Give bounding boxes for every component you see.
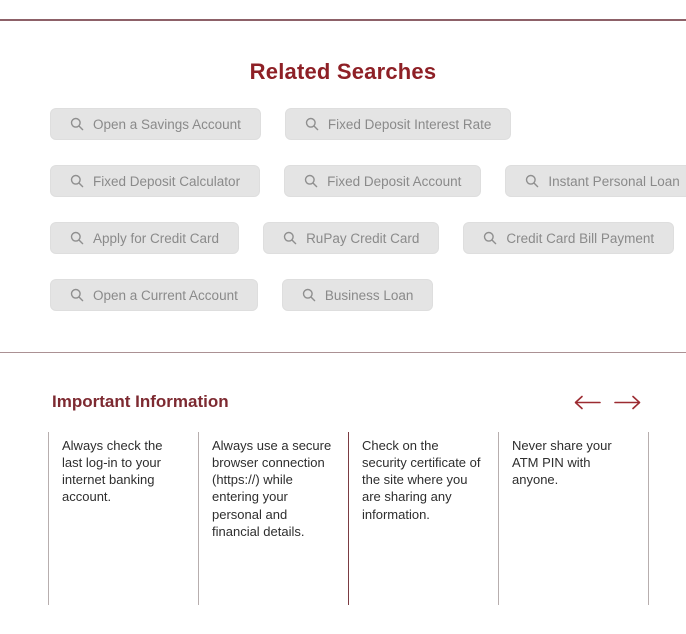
related-searches-chip-group: [50, 108, 680, 311]
chip-row: [50, 165, 680, 197]
chip-row: [50, 222, 656, 254]
chip-label: Fixed Deposit Account: [327, 173, 462, 189]
search-icon: [483, 231, 497, 245]
search-icon: [305, 117, 319, 131]
search-icon: [70, 174, 84, 188]
info-card: [198, 432, 348, 605]
search-icon: [70, 117, 84, 131]
chip-business-loan[interactable]: [282, 279, 434, 311]
search-icon: [70, 231, 84, 245]
info-card-text: Check on the security certificate of the site where you are sharing any information.: [362, 438, 481, 522]
carousel-nav: [573, 395, 642, 410]
info-card: [48, 432, 198, 605]
info-card-text: Always check the last log-in to your internet banking account.: [62, 438, 163, 505]
chip-label: Fixed Deposit Calculator: [93, 173, 241, 189]
chip-label: Credit Card Bill Payment: [506, 230, 655, 246]
chip-label: Apply for Credit Card: [93, 230, 220, 246]
info-card: [498, 432, 648, 605]
search-icon: [70, 288, 84, 302]
chip-label: Fixed Deposit Interest Rate: [327, 116, 492, 132]
important-information-header: [0, 392, 686, 412]
info-card: [348, 432, 498, 605]
chip-fixed-deposit-account[interactable]: [284, 165, 481, 197]
chip-open-savings-account[interactable]: [50, 108, 261, 140]
chip-label: Open a Current Account: [93, 287, 238, 303]
search-icon: [304, 174, 318, 188]
chip-open-current-account[interactable]: [50, 279, 258, 311]
chip-row: [50, 108, 656, 140]
chip-fixed-deposit-calculator[interactable]: [50, 165, 260, 197]
search-icon: [302, 288, 316, 302]
chip-fixed-deposit-interest-rate[interactable]: [285, 108, 512, 140]
chip-apply-for-credit-card[interactable]: [50, 222, 239, 254]
important-information-cards: [48, 432, 649, 605]
related-searches-title: Related Searches: [249, 59, 437, 84]
chip-instant-personal-loan[interactable]: [505, 165, 686, 197]
chip-label: Instant Personal Loan: [548, 173, 680, 189]
search-icon: [283, 231, 297, 245]
right-arrow-icon[interactable]: [613, 395, 642, 410]
info-card-text: Never share your ATM PIN with anyone.: [512, 438, 612, 488]
important-information-title: Important Information: [52, 392, 229, 411]
chip-credit-card-bill-payment[interactable]: [463, 222, 674, 254]
chip-rupay-credit-card[interactable]: [263, 222, 439, 254]
top-divider: [0, 19, 686, 21]
chip-label: RuPay Credit Card: [306, 230, 420, 246]
info-card-text: Always use a secure browser connection (https://) while entering your personal and financial details.: [212, 438, 332, 539]
chip-row: [50, 279, 656, 311]
chip-label: Business Loan: [324, 287, 414, 303]
left-arrow-icon[interactable]: [573, 395, 602, 410]
search-icon: [525, 174, 539, 188]
section-divider: [0, 352, 686, 353]
chip-label: Open a Savings Account: [93, 116, 241, 132]
